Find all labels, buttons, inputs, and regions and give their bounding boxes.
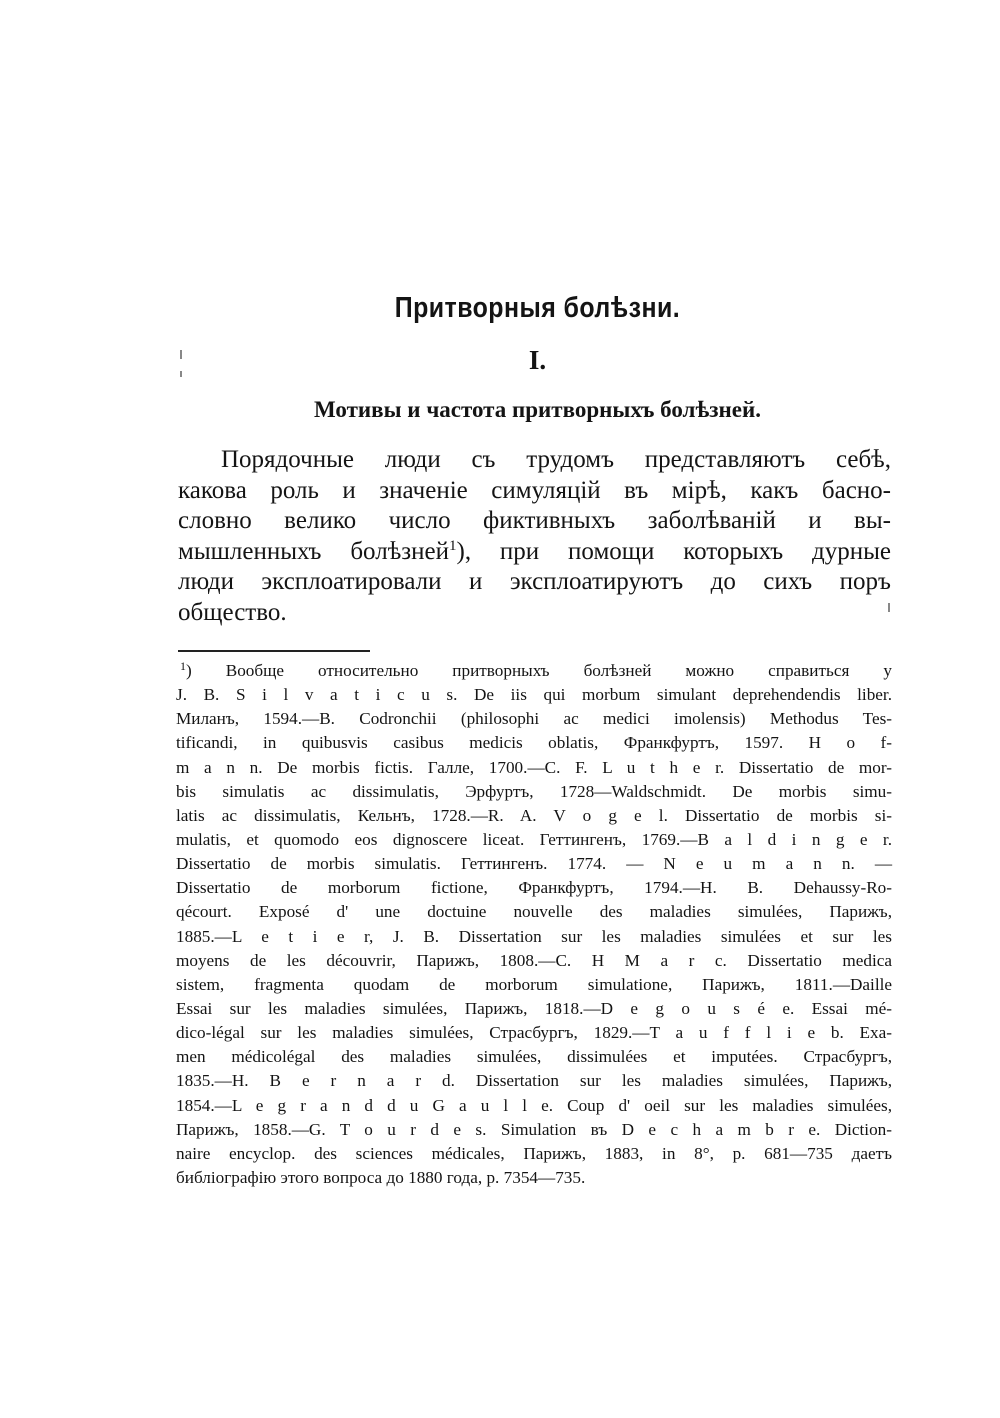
body-line: люди эксплоатировали и эксплоатируютъ до сихъ поръ [178, 568, 891, 595]
footnote-line: Парижъ, 1858.—G. T o u r d e s. Simulation въ D e c h a m b r e. Diction- [176, 1119, 892, 1139]
footnote-line: 1885.—L e t i e r, J. B. Dissertation sur les maladies simulées et sur les [176, 926, 892, 946]
body-line-part: ), при помощи которыхъ дурные [456, 537, 892, 565]
body-line: какова роль и значеніе симуляцій въ мірѣ, какъ басно- [178, 476, 891, 504]
footnote-line: Dissertatio de morbis simulatis. Геттингенъ. 1774. — N e u m a n n. — [176, 854, 892, 874]
footnote-line: latis ac dissimulatis, Кельнъ, 1728.—R. A. V o g e l. Dissertatio de morbis si- [176, 805, 892, 825]
chapter-title: Притворныя болѣзни. [394, 292, 681, 324]
footnote-line-text: ) Вообще относительно притворныхъ болѣзней можно справиться у [186, 661, 892, 680]
footnote-line: naire encyclop. des sciences médicales, Парижъ, 1883, in 8°, p. 681—735 даетъ [176, 1143, 892, 1163]
section-number: I. [528, 345, 547, 375]
footnote-separator [178, 650, 370, 652]
print-speck [180, 371, 182, 377]
print-speck [180, 350, 182, 359]
footnote-line: библіографію этого вопроса до 1880 года, р. 7354—735. [176, 1167, 586, 1187]
footnote-line: m a n n. De morbis fictis. Галле, 1700.—C. F. L u t h e r. Dissertatio de mor- [176, 757, 892, 777]
body-line [178, 537, 891, 568]
footnote-line: 1835.—H. B e r n a r d. Dissertation sur les maladies simulées, Парижъ, [176, 1071, 892, 1091]
footnote-line: mulatis, et quomodo eos dignoscere liceat. Геттингенъ, 1769.—B a l d i n g e r. [176, 829, 892, 849]
footnote-line: J. B. S i l v a t i c u s. De iis qui morbum simulant deprehendendis liber. [176, 685, 892, 705]
body-line: общество. [178, 598, 287, 626]
body-paragraph [178, 445, 891, 628]
body-line: словно велико число фиктивныхъ заболѣваній и вы- [178, 507, 891, 534]
footnote-line: tificandi, in quibusvis casibus medicis oblatis, Франкфуртъ, 1597. H o f- [176, 733, 892, 753]
footnote-line: moyens de les découvrir, Парижъ, 1808.—C. H M a r c. Dissertatio medica [176, 950, 892, 970]
footnote [176, 659, 892, 1190]
footnote-line: sistem, fragmenta quodam de morborum simulatione, Парижъ, 1811.—Daille [176, 974, 892, 994]
footnote-line: Миланъ, 1594.—B. Codronchii (philosophi ac medici imolensis) Methodus Tes- [176, 709, 892, 729]
footnote-line: qécourt. Exposé d' une doctuine nouvelle des maladies simulées, Парижъ, [176, 902, 892, 922]
footnote-line: Essai sur les maladies simulées, Парижъ, 1818.—D e g o u s é e. Essai mé- [176, 998, 892, 1018]
footnote-reference: 1 [449, 537, 457, 554]
body-line: Порядочные люди съ трудомъ представляютъ себѣ, [221, 446, 891, 473]
footnote-line: Dissertatio de morborum fictione, Франкфуртъ, 1794.—H. B. Dehaussy-Ro- [176, 878, 892, 898]
footnote-line: 1854.—L e g r a n d d u G a u l l e. Coup d' oeil sur les maladies simulées, [176, 1095, 892, 1115]
body-line-part: мышленныхъ болѣзней [178, 537, 449, 565]
footnote-marker: 1 [180, 659, 186, 673]
footnote-line: dico-légal sur les maladies simulées, Страсбургъ, 1829.—T a u f f l i e b. Exa- [176, 1023, 892, 1043]
footnote-line: bis simulatis ac dissimulatis, Эрфуртъ, 1728—Waldschmidt. De morbis simu- [176, 781, 892, 801]
footnote-line: men médicolégal des maladies simulées, dissimulées et imputées. Страсбургъ, [176, 1047, 892, 1067]
section-subtitle: Мотивы и частота притворныхъ болѣзней. [314, 397, 761, 422]
footnote-line [176, 659, 892, 683]
